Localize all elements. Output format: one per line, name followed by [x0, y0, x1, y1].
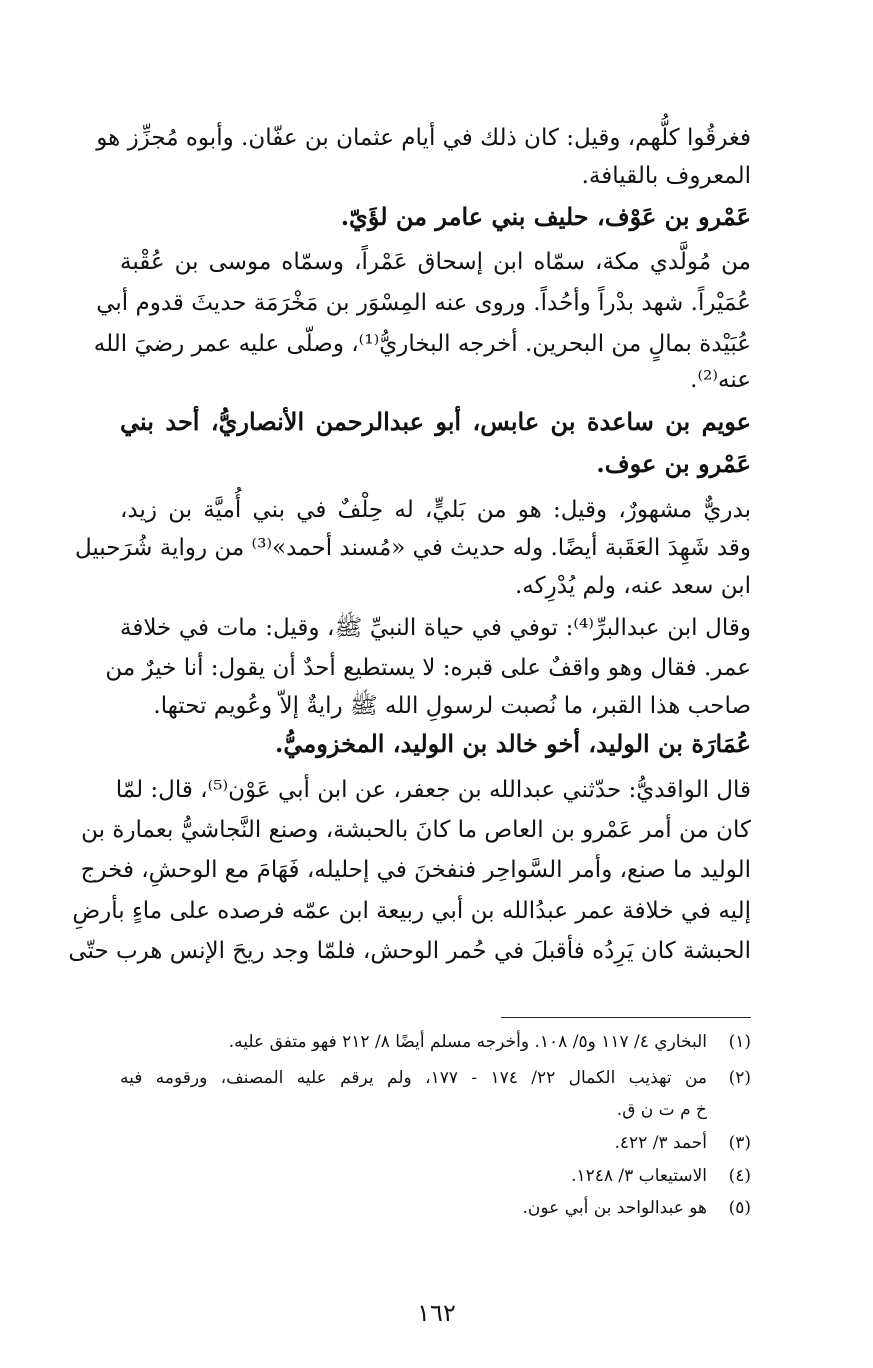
- footnote-separator: [501, 1017, 751, 1018]
- body-line: كان من أمر عَمْرو بن العاص ما كانَ بالحبشة، وصنع النَّجاشيُّ بعمارة بن: [81, 817, 751, 843]
- footnote: [120, 1193, 751, 1223]
- entry-heading: عَمْرو بن عوف.: [596, 449, 751, 478]
- body-line: عمر. فقال وهو واقفٌ على قبره: لا يستطيع أحدٌ أن يقول: أنا خيرٌ من: [105, 655, 751, 681]
- body-line: ابن سعد عنه، ولم يُدْرِكه.: [515, 573, 751, 599]
- page-number: ١٦٢: [417, 1299, 456, 1327]
- entry-heading: عويم بن ساعدة بن عابس، أبو عبدالرحمن الأنصاريُّ، أحد بني: [120, 407, 751, 436]
- footnote-number: (٣): [728, 1133, 751, 1153]
- footnote-number: (٤): [728, 1166, 751, 1186]
- footnote: [120, 1063, 751, 1093]
- footnote-text: أحمد ٣/ ٤٢٢.: [614, 1133, 707, 1153]
- body-line: بدريٌّ مشهورٌ، وقيل: هو من بَليٍّ، له حِلْفٌ في بني أُميَّة بن زيد،: [120, 497, 751, 523]
- body-line: عنه⁽²⁾.: [690, 367, 751, 393]
- body-line: قال الواقديُّ: حدّثني عبدالله بن جعفر، عن ابن أبي عَوْن⁽⁵⁾، قال: لمّا: [115, 777, 751, 803]
- body-line: فغرقُوا كلُّهم، وقيل: كان ذلك في أيام عثمان بن عفّان. وأبوه مُجزِّز هو: [96, 125, 751, 151]
- footnote: [120, 1128, 751, 1158]
- footnote-number: [707, 1095, 751, 1125]
- body-line: عُبَيْدة بمالٍ من البحرين. أخرجه البخاريُّ⁽¹⁾، وصلّى عليه عمر رضيَ الله: [93, 331, 751, 357]
- footnote: [120, 1161, 751, 1191]
- body-line: إليه في خلافة عمر عبدُالله بن أبي ربيعة ابن عمّه فرصده على ماءٍ بأرضِ: [72, 898, 751, 924]
- body-line: عُمَيْراً. شهد بدْراً وأحُداً. وروى عنه المِسْوَر بن مَخْرَمَة حديثَ قدوم أبي: [96, 290, 751, 316]
- body-line: الحبشة كان يَرِدُه فأقبلَ في حُمر الوحش، فلمّا وجد ريحَ الإنس هرب حتّى: [68, 938, 751, 964]
- footnote-text: البخاري ٤/ ١١٧ و٥/ ١٠٨. وأخرجه مسلم أيضًا ٨/ ٢١٢ فهو متفق عليه.: [228, 1032, 707, 1052]
- footnote-continuation: [120, 1095, 751, 1125]
- entry-heading: عَمْرو بن عَوْف، حليف بني عامر من لؤَيّ.: [340, 202, 751, 231]
- footnote-text: من تهذيب الكمال ٢٢/ ١٧٤ - ١٧٧، ولم يرقم عليه المصنف، ورقومه فيه: [120, 1068, 707, 1088]
- body-line: وقال ابن عبدالبرِّ⁽⁴⁾: توفي في حياة النبيِّ ﷺ، وقيل: مات في خلافة: [120, 615, 751, 641]
- footnote-text: الاستيعاب ٣/ ١٢٤٨.: [571, 1166, 707, 1186]
- footnote-number: (٥): [728, 1198, 751, 1218]
- body-line: وقد شَهِدَ العَقَبة أيضًا. وله حديث في «مُسند أحمد»⁽³⁾ من رواية شُرَحبيل: [74, 535, 751, 561]
- footnote-text: خ م ت ن ق.: [616, 1100, 707, 1120]
- body-line: صاحب هذا القبر، ما نُصبت لرسولِ الله ﷺ رايةٌ إلاّ وعُويم تحتها.: [153, 693, 751, 719]
- footnote-text: هو عبدالواحد بن أبي عون.: [522, 1198, 707, 1218]
- body-line: المعروف بالقيافة.: [581, 163, 751, 189]
- footnote: [120, 1027, 751, 1057]
- body-line: الوليد ما صنع، وأمر السَّواحِر فنفخنَ في إحليله، فَهَامَ مع الوحشِ، فخرج: [80, 857, 751, 883]
- footnote-number: (١): [728, 1032, 751, 1052]
- footnote-number: (٢): [728, 1068, 751, 1088]
- body-line: من مُولَّدي مكة، سمّاه ابن إسحاق عَمْراً، وسمّاه موسى بن عُقْبة: [120, 249, 751, 275]
- entry-heading: عُمَارَة بن الوليد، أخو خالد بن الوليد، المخزوميُّ.: [275, 729, 751, 758]
